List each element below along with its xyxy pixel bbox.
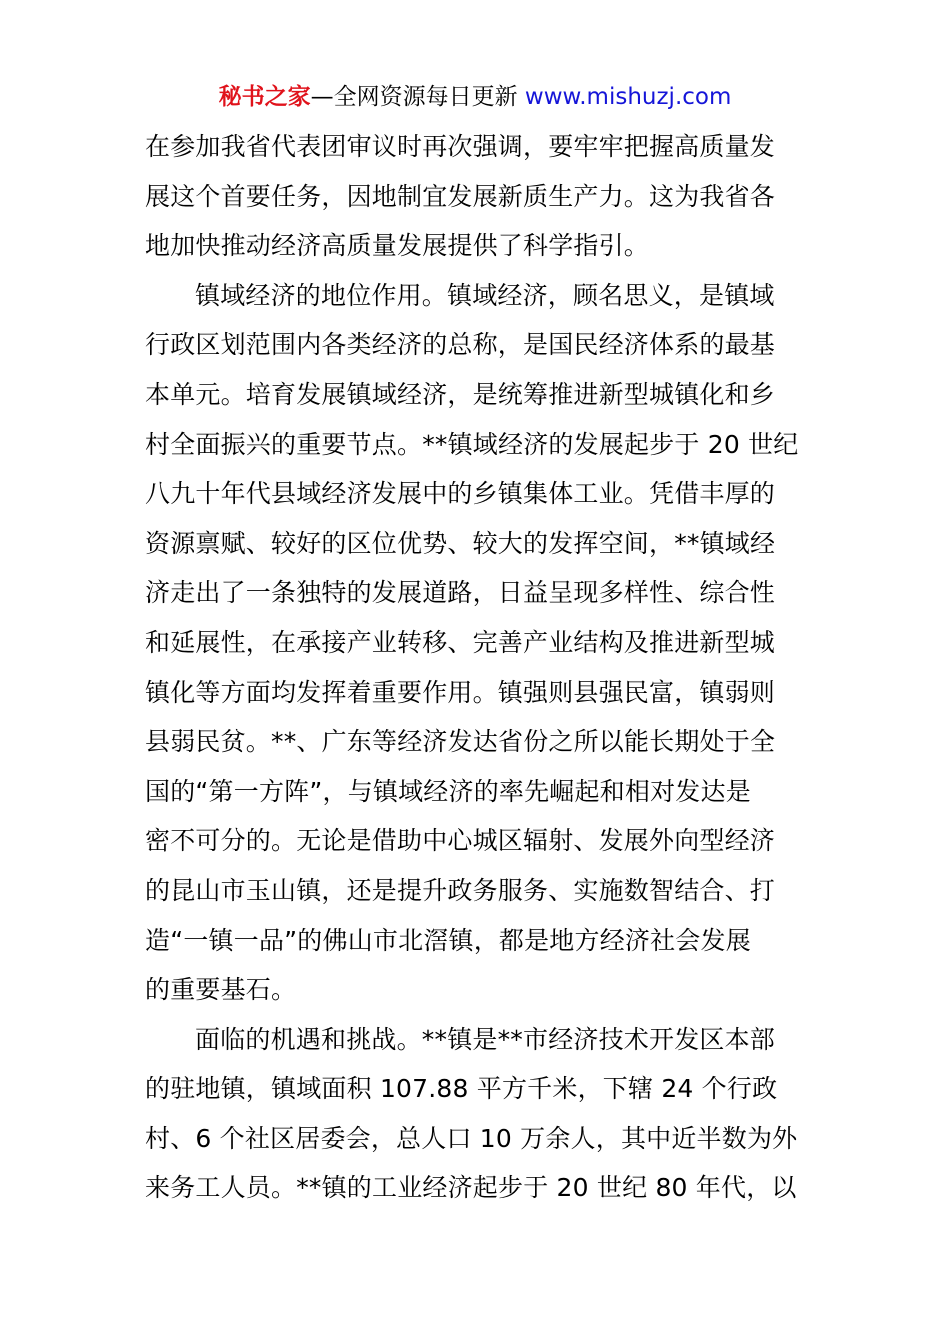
text-line: 和延展性，在承接产业转移、完善产业结构及推进新型城: [145, 627, 776, 657]
paragraph-3: [145, 1015, 815, 1213]
text-line: 展这个首要任务，因地制宜发展新质生产力。这为我省各: [145, 181, 776, 211]
text-line: 八九十年代县域经济发展中的乡镇集体工业。凭借丰厚的: [145, 479, 776, 509]
site-brand: 秘书之家: [218, 84, 311, 110]
text-line: 行政区划范围内各类经济的总称，是国民经济体系的最基: [145, 330, 776, 360]
text-line: 面临的机遇和挑战。**镇是**市经济技术开发区本部: [195, 1024, 776, 1054]
site-header: [0, 81, 950, 113]
text-line: 济走出了一条独特的发展道路，日益呈现多样性、综合性: [145, 578, 776, 608]
text-line: 镇域经济的地位作用。镇域经济，顾名思义，是镇域: [195, 280, 775, 310]
site-tagline: —全网资源每日更新: [310, 84, 525, 110]
document-body: [145, 122, 815, 1213]
site-url-link[interactable]: www.mishuzj.com: [524, 84, 732, 110]
text-line: 资源禀赋、较好的区位优势、较大的发挥空间，**镇域经: [145, 528, 776, 558]
text-line: 造“一镇一品”的佛山市北滘镇，都是地方经济社会发展: [145, 925, 751, 955]
text-line: 来务工人员。**镇的工业经济起步于 20 世纪 80 年代，以: [145, 1173, 797, 1203]
text-line: 的重要基石。: [145, 975, 297, 1005]
text-line: 地加快推动经济高质量发展提供了科学指引。: [145, 231, 650, 261]
text-line: 在参加我省代表团审议时再次强调，要牢牢把握高质量发: [145, 132, 776, 161]
text-line: 本单元。培育发展镇域经济，是统筹推进新型城镇化和乡: [145, 379, 776, 409]
text-line: 密不可分的。无论是借助中心城区辐射、发展外向型经济: [145, 826, 776, 856]
text-line: 的驻地镇，镇域面积 107.88 平方千米，下辖 24 个行政: [145, 1074, 778, 1104]
text-line: 县弱民贫。**、广东等经济发达省份之所以能长期处于全: [145, 727, 776, 757]
text-line: 的昆山市玉山镇，还是提升政务服务、实施数智结合、打: [145, 875, 776, 905]
paragraph-1: [145, 122, 815, 271]
text-line: 镇化等方面均发挥着重要作用。镇强则县强民富，镇弱则: [145, 677, 776, 707]
text-line: 村、6 个社区居委会，总人口 10 万余人，其中近半数为外: [145, 1123, 798, 1153]
text-line: 村全面振兴的重要节点。**镇域经济的发展起步于 20 世纪: [145, 429, 799, 459]
paragraph-2: [145, 271, 815, 1015]
text-line: 国的“第一方阵”，与镇域经济的率先崛起和相对发达是: [145, 776, 751, 806]
